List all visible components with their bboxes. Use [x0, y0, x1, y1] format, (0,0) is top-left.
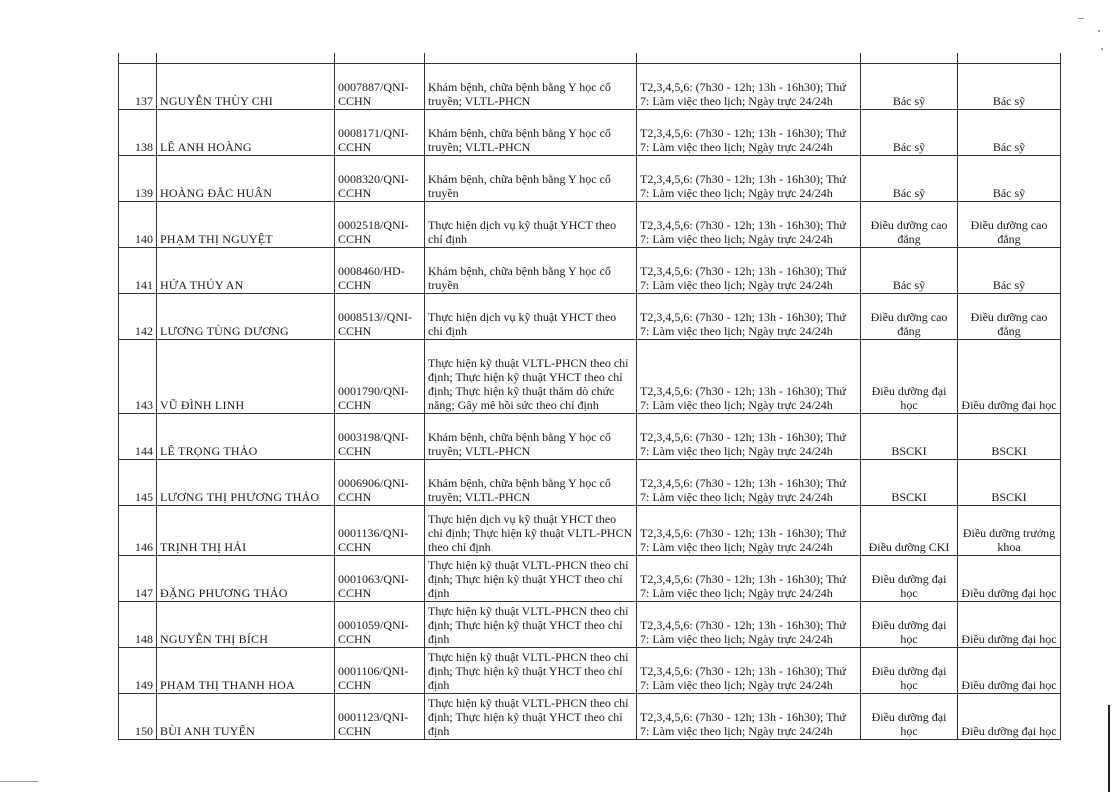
- working-hours: T2,3,4,5,6: (7h30 - 12h; 13h - 16h30); Thứ 7: Làm việc theo lịch; Ngày trực 24/24h: [637, 156, 861, 202]
- row-number: 142: [119, 294, 157, 340]
- job-position: BSCKI: [958, 414, 1061, 460]
- qualification: BSCKI: [861, 414, 958, 460]
- certificate-number: 0001059/QNI-CCHN: [335, 602, 425, 648]
- practice-scope: Khám bệnh, chữa bệnh bằng Y học cổ truyền: [425, 156, 637, 202]
- qualification: Điều dưỡng cao đẳng: [861, 294, 958, 340]
- staff-name: PHẠM THỊ THANH HOA: [157, 648, 335, 694]
- practice-scope: Thực hiện kỹ thuật VLTL-PHCN theo chỉ định; Thực hiện kỹ thuật YHCT theo chỉ định: [425, 694, 637, 740]
- staff-name: HOÀNG ĐẮC HUÂN: [157, 156, 335, 202]
- qualification: Điều dưỡng đại học: [861, 694, 958, 740]
- working-hours: T2,3,4,5,6: (7h30 - 12h; 13h - 16h30); Thứ 7: Làm việc theo lịch; Ngày trực 24/24h: [637, 694, 861, 740]
- staff-name: HỨA THÚY AN: [157, 248, 335, 294]
- row-number: 139: [119, 156, 157, 202]
- staff-name: NGUYỄN THÙY CHI: [157, 64, 335, 110]
- qualification: Bác sỹ: [861, 248, 958, 294]
- table-top-continuation-row: [119, 53, 1061, 64]
- working-hours: T2,3,4,5,6: (7h30 - 12h; 13h - 16h30); Thứ 7: Làm việc theo lịch; Ngày trực 24/24h: [637, 248, 861, 294]
- practice-scope: Khám bệnh, chữa bệnh bằng Y học cổ truyền; VLTL-PHCN: [425, 414, 637, 460]
- row-number: 148: [119, 602, 157, 648]
- job-position: BSCKI: [958, 460, 1061, 506]
- scan-mark-bottom-left: [0, 781, 38, 782]
- certificate-number: 0001790/QNI-CCHN: [335, 340, 425, 414]
- row-number: 149: [119, 648, 157, 694]
- qualification: Điều dưỡng đại học: [861, 602, 958, 648]
- working-hours: T2,3,4,5,6: (7h30 - 12h; 13h - 16h30); Thứ 7: Làm việc theo lịch; Ngày trực 24/24h: [637, 414, 861, 460]
- row-number: 141: [119, 248, 157, 294]
- practice-scope: Thực hiện dịch vụ kỹ thuật YHCT theo chỉ định: [425, 294, 637, 340]
- qualification: Bác sỹ: [861, 156, 958, 202]
- qualification: Điều dưỡng CKI: [861, 506, 958, 556]
- qualification: Điều dưỡng đại học: [861, 556, 958, 602]
- certificate-number: 0008171/QNI-CCHN: [335, 110, 425, 156]
- job-position: Điều dưỡng đại học: [958, 694, 1061, 740]
- practice-scope: Thực hiện dịch vụ kỹ thuật YHCT theo chỉ định: [425, 202, 637, 248]
- table-row: [119, 110, 1061, 156]
- qualification: Điều dưỡng đại học: [861, 648, 958, 694]
- row-number: 150: [119, 694, 157, 740]
- working-hours: T2,3,4,5,6: (7h30 - 12h; 13h - 16h30); Thứ 7: Làm việc theo lịch; Ngày trực 24/24h: [637, 340, 861, 414]
- staff-name: LÊ TRỌNG THẢO: [157, 414, 335, 460]
- staff-name: VŨ ĐÌNH LINH: [157, 340, 335, 414]
- table-row: [119, 294, 1061, 340]
- working-hours: T2,3,4,5,6: (7h30 - 12h; 13h - 16h30); Thứ 7: Làm việc theo lịch; Ngày trực 24/24h: [637, 294, 861, 340]
- job-position: Điều dưỡng trưởng khoa: [958, 506, 1061, 556]
- job-position: Điều dưỡng cao đẳng: [958, 202, 1061, 248]
- working-hours: T2,3,4,5,6: (7h30 - 12h; 13h - 16h30); Thứ 7: Làm việc theo lịch; Ngày trực 24/24h: [637, 460, 861, 506]
- practice-scope: Khám bệnh, chữa bệnh bằng Y học cổ truyền; VLTL-PHCN: [425, 64, 637, 110]
- staff-name: ĐẶNG PHƯƠNG THẢO: [157, 556, 335, 602]
- working-hours: T2,3,4,5,6: (7h30 - 12h; 13h - 16h30); Thứ 7: Làm việc theo lịch; Ngày trực 24/24h: [637, 110, 861, 156]
- row-number: 138: [119, 110, 157, 156]
- practice-scope: Thực hiện kỹ thuật VLTL-PHCN theo chỉ định; Thực hiện kỹ thuật YHCT theo chỉ định: [425, 602, 637, 648]
- table-row: [119, 648, 1061, 694]
- practice-scope: Thực hiện kỹ thuật VLTL-PHCN theo chỉ định; Thực hiện kỹ thuật YHCT theo chỉ định: [425, 648, 637, 694]
- certificate-number: 0001063/QNI-CCHN: [335, 556, 425, 602]
- qualification: Điều dưỡng đại học: [861, 340, 958, 414]
- table-row: [119, 156, 1061, 202]
- working-hours: T2,3,4,5,6: (7h30 - 12h; 13h - 16h30); Thứ 7: Làm việc theo lịch; Ngày trực 24/24h: [637, 64, 861, 110]
- scan-mark-right-1: [1098, 30, 1100, 32]
- table-row: [119, 64, 1061, 110]
- certificate-number: 0001123/QNI-CCHN: [335, 694, 425, 740]
- table-row: [119, 556, 1061, 602]
- certificate-number: 0002518/QNI-CCHN: [335, 202, 425, 248]
- certificate-number: 0003198/QNI-CCHN: [335, 414, 425, 460]
- working-hours: T2,3,4,5,6: (7h30 - 12h; 13h - 16h30); Thứ 7: Làm việc theo lịch; Ngày trực 24/24h: [637, 602, 861, 648]
- job-position: Điều dưỡng đại học: [958, 648, 1061, 694]
- row-number: 145: [119, 460, 157, 506]
- job-position: Bác sỹ: [958, 110, 1061, 156]
- job-position: Điều dưỡng đại học: [958, 340, 1061, 414]
- qualification: Điều dưỡng cao đẳng: [861, 202, 958, 248]
- certificate-number: 0008513//QNI-CCHN: [335, 294, 425, 340]
- table-row: [119, 602, 1061, 648]
- row-number: 144: [119, 414, 157, 460]
- certificate-number: 0008460/HD-CCHN: [335, 248, 425, 294]
- staff-name: LÊ ANH HOÀNG: [157, 110, 335, 156]
- certificate-number: 0006906/QNI-CCHN: [335, 460, 425, 506]
- practice-scope: Khám bệnh, chữa bệnh bằng Y học cổ truyền: [425, 248, 637, 294]
- row-number: 143: [119, 340, 157, 414]
- working-hours: T2,3,4,5,6: (7h30 - 12h; 13h - 16h30); Thứ 7: Làm việc theo lịch; Ngày trực 24/24h: [637, 556, 861, 602]
- table-row: [119, 460, 1061, 506]
- job-position: Điều dưỡng cao đẳng: [958, 294, 1061, 340]
- job-position: Điều dưỡng đại học: [958, 602, 1061, 648]
- qualification: Bác sỹ: [861, 110, 958, 156]
- table-row: [119, 248, 1061, 294]
- working-hours: T2,3,4,5,6: (7h30 - 12h; 13h - 16h30); Thứ 7: Làm việc theo lịch; Ngày trực 24/24h: [637, 648, 861, 694]
- staff-name: LƯƠNG TÙNG DƯƠNG: [157, 294, 335, 340]
- working-hours: T2,3,4,5,6: (7h30 - 12h; 13h - 16h30); Thứ 7: Làm việc theo lịch; Ngày trực 24/24h: [637, 506, 861, 556]
- scan-mark-right-2: [1101, 48, 1103, 50]
- table-row: [119, 340, 1061, 414]
- job-position: Bác sỹ: [958, 248, 1061, 294]
- row-number: 137: [119, 64, 157, 110]
- table-row: [119, 414, 1061, 460]
- row-number: 140: [119, 202, 157, 248]
- practice-scope: Thực hiện kỹ thuật VLTL-PHCN theo chỉ định; Thực hiện kỹ thuật YHCT theo chỉ định: [425, 556, 637, 602]
- table-row: [119, 202, 1061, 248]
- job-position: Bác sỹ: [958, 156, 1061, 202]
- qualification: Bác sỹ: [861, 64, 958, 110]
- staff-name: LƯƠNG THỊ PHƯƠNG THẢO: [157, 460, 335, 506]
- staff-name: NGUYỄN THỊ BÍCH: [157, 602, 335, 648]
- scan-mark-top-right: [1078, 18, 1084, 19]
- staff-name: PHẠM THỊ NGUYỆT: [157, 202, 335, 248]
- certificate-number: 0007887/QNI-CCHN: [335, 64, 425, 110]
- table-row: [119, 506, 1061, 556]
- certificate-number: 0008320/QNI-CCHN: [335, 156, 425, 202]
- row-number: 147: [119, 556, 157, 602]
- certificate-number: 0001136/QNI-CCHN: [335, 506, 425, 556]
- table-row: [119, 694, 1061, 740]
- practice-scope: Khám bệnh, chữa bệnh bằng Y học cổ truyền; VLTL-PHCN: [425, 460, 637, 506]
- staff-table: [118, 53, 1061, 740]
- working-hours: T2,3,4,5,6: (7h30 - 12h; 13h - 16h30); Thứ 7: Làm việc theo lịch; Ngày trực 24/24h: [637, 202, 861, 248]
- practice-scope: Khám bệnh, chữa bệnh bằng Y học cổ truyền; VLTL-PHCN: [425, 110, 637, 156]
- staff-table-body: [119, 53, 1061, 740]
- staff-name: BÙI ANH TUYẾN: [157, 694, 335, 740]
- practice-scope: Thực hiện dịch vụ kỹ thuật YHCT theo chỉ định; Thực hiện kỹ thuật VLTL-PHCN theo chỉ định: [425, 506, 637, 556]
- qualification: BSCKI: [861, 460, 958, 506]
- practice-scope: Thực hiện kỹ thuật VLTL-PHCN theo chỉ định; Thực hiện kỹ thuật YHCT theo chỉ định; Thực hiện kỹ thuật thăm dò chức năng; Gây mê hồi sức theo chỉ định: [425, 340, 637, 414]
- scan-edge-right: [1108, 705, 1110, 792]
- job-position: Điều dưỡng đại học: [958, 556, 1061, 602]
- job-position: Bác sỹ: [958, 64, 1061, 110]
- staff-name: TRỊNH THỊ HẢI: [157, 506, 335, 556]
- certificate-number: 0001106/QNI-CCHN: [335, 648, 425, 694]
- row-number: 146: [119, 506, 157, 556]
